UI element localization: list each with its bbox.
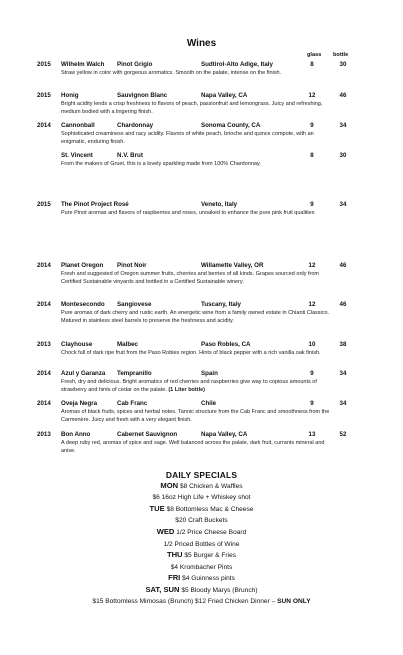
wine-glass-price: 12 <box>308 92 316 99</box>
wine-description: Bright acidity lends a crisp freshness to flavors of peach, passionfruit and lemongrass. Juicy and refreshing, medium bodied with a lingering finish. <box>61 101 323 115</box>
special-line <box>0 481 403 493</box>
wine-producer: Wilhelm Walch <box>61 61 105 68</box>
special-day: SAT, SUN <box>145 584 180 594</box>
wine-varietal: N.V. Brut <box>117 152 143 159</box>
special-line <box>0 527 403 539</box>
wine-bottle-price: 46 <box>339 301 347 308</box>
wine-row <box>0 92 403 101</box>
special-day: TUE <box>149 503 165 513</box>
wine-description: Aromas of black fruits, spices and herbal notes. Tannic structure from the Cab Franc and smoothness from the Carmenère. Juicy and fresh with a very elegant finish. <box>61 409 330 423</box>
wine-bottle-price: 34 <box>339 201 347 208</box>
daily-specials <box>0 470 403 607</box>
wine-year: 2014 <box>37 400 51 407</box>
special-text: $8 Chicken & Waffles <box>179 482 243 490</box>
wine-row <box>0 61 403 70</box>
wine-year: 2013 <box>37 341 51 348</box>
page-title: Wines <box>186 38 217 49</box>
wine-description: Sophisticated creaminess and racy acidity. Flavors of white peach, brioche and quince compote, with an enigmatic, enduring finish. <box>61 131 314 145</box>
special-text: $4 Guinness pints <box>182 575 235 583</box>
glass-column-header: glass <box>307 52 322 58</box>
wine-varietal: Tempranillo <box>117 370 152 377</box>
special-day: THU <box>166 550 183 560</box>
wine-row <box>0 152 403 161</box>
wine-varietal: Sangiovese <box>117 301 152 308</box>
wine-producer: St. Vincent <box>61 152 93 159</box>
wine-region: Tuscany, Italy <box>201 301 242 308</box>
wine-entry <box>0 92 403 116</box>
special-text: $20 Craft Buckets <box>175 517 228 525</box>
wine-row <box>0 370 403 379</box>
special-line <box>0 585 403 597</box>
wine-entry <box>0 431 403 455</box>
wine-entry <box>0 122 403 146</box>
wine-glass-price: 9 <box>310 400 314 407</box>
wine-row <box>0 301 403 310</box>
wine-entry <box>0 400 403 424</box>
wine-producer: Honig <box>61 92 79 99</box>
special-line <box>0 515 403 527</box>
wine-region: Spain <box>201 370 218 377</box>
wine-producer: Montesecondo <box>61 301 105 308</box>
wine-entry <box>0 61 403 78</box>
special-note: SUN ONLY <box>277 597 311 605</box>
wine-row <box>0 400 403 409</box>
special-text: $15 Bottomless Mimosas (Brunch) $12 Fried Chicken Dinner – <box>92 597 276 605</box>
wine-year: 2014 <box>37 301 51 308</box>
wine-varietal: Chardonnay <box>117 122 154 129</box>
wine-glass-price: 10 <box>308 341 316 348</box>
special-day: WED <box>156 526 175 536</box>
wine-glass-price: 12 <box>308 262 316 269</box>
wine-glass-price: 8 <box>310 152 314 159</box>
wine-description-note: (1 Liter bottle) <box>168 386 205 393</box>
wine-entry <box>0 201 403 218</box>
wine-description: From the makers of Gruet, this is a lovely sparkling made from 100% Chardonnay. <box>61 161 261 167</box>
wine-year: 2014 <box>37 122 51 129</box>
wine-region: Willamette Valley, OR <box>201 262 264 269</box>
wine-glass-price: 9 <box>310 122 314 129</box>
wine-producer: The Pinot Project Rosé <box>61 201 129 208</box>
special-day: MON <box>160 480 179 490</box>
wine-glass-price: 8 <box>310 61 314 68</box>
wine-year: 2014 <box>37 262 51 269</box>
wine-glass-price: 12 <box>308 301 316 308</box>
wine-region: Paso Robles, CA <box>201 341 251 348</box>
wine-entry <box>0 152 403 169</box>
wine-glass-price: 13 <box>308 431 316 438</box>
wine-description <box>61 379 333 394</box>
special-line <box>0 597 403 608</box>
wine-description: A deep ruby red, aromas of spice and sage. Well balanced across the palate, dark fruit, currants mineral and anise. <box>61 440 325 454</box>
wine-varietal: Cabernet Sauvignon <box>117 431 178 438</box>
wine-description: Chock full of dark ripe fruit from the Paso Robles region. Hints of black pepper with a rich vanilla oak finish. <box>61 350 321 356</box>
special-line <box>0 550 403 562</box>
wine-region: Veneto, Italy <box>201 201 238 208</box>
wine-glass-price: 9 <box>310 201 314 208</box>
wine-region: Sudtirol-Alto Adige, Italy <box>201 61 273 68</box>
special-text: $4 Krombacher Pints <box>170 563 233 571</box>
wine-producer: Planet Oregon <box>61 262 104 269</box>
special-text: 1/2 Priced Bottles of Wine <box>163 540 240 548</box>
wine-description: Straw yellow in color with gorgeous aromatics. Smooth on the palate, intense on the finish. <box>61 70 282 76</box>
special-line <box>0 539 403 551</box>
wine-region: Chile <box>201 400 217 407</box>
wine-description: Pure aromas of dark cherry and rustic earth. An energetic wine from a family owned estate in Chianti Classico. Matured in stainless steel barrels to preserve the freshness and acidity. <box>61 310 330 324</box>
wine-varietal: Cab Franc <box>117 400 148 407</box>
wine-varietal: Pinot Grigio <box>117 61 153 68</box>
wine-producer: Bon Anno <box>61 431 91 438</box>
wine-description: Pure Pinot aromas and flavors of raspberries and roses, unoaked to enhance the pure pink fruit qualities <box>61 210 315 216</box>
wine-bottle-price: 30 <box>339 61 347 68</box>
wine-varietal: Sauvignon Blanc <box>117 92 168 99</box>
wine-bottle-price: 30 <box>339 152 347 159</box>
bottle-column-header: bottle <box>333 52 349 58</box>
wine-producer: Cannonball <box>61 122 95 129</box>
wine-bottle-price: 34 <box>339 122 347 129</box>
special-text: $5 Bloody Marys (Brunch) <box>181 586 258 594</box>
wine-year: 2015 <box>37 92 51 99</box>
wine-row <box>0 201 403 210</box>
special-line <box>0 504 403 516</box>
wine-producer: Clayhouse <box>61 341 93 348</box>
special-text: 1/2 Price Cheese Board <box>176 528 247 536</box>
special-line <box>0 562 403 574</box>
specials-heading: DAILY SPECIALS <box>165 470 238 480</box>
wine-producer: Oveja Negra <box>61 400 98 407</box>
special-day: FRI <box>168 573 181 583</box>
wine-region: Napa Valley, CA <box>201 431 248 438</box>
wine-entry <box>0 301 403 325</box>
wine-glass-price: 9 <box>310 370 314 377</box>
special-text: $8 Bottomless Mac & Cheese <box>166 505 254 513</box>
wine-row <box>0 122 403 131</box>
wine-description-text: Fresh, dry and delicious. Bright aromatics of red cherries and raspberries give way to copious amounts of strawberry and hints of cedar on the palate. <box>61 379 317 393</box>
wine-year: 2015 <box>37 201 51 208</box>
special-line <box>0 573 403 585</box>
wine-year: 2015 <box>37 61 51 68</box>
special-text: $5 Burger & Fries <box>184 552 237 560</box>
wine-bottle-price: 34 <box>339 400 347 407</box>
wine-bottle-price: 46 <box>339 262 347 269</box>
wine-entry <box>0 341 403 358</box>
wine-row <box>0 431 403 440</box>
wine-year: 2014 <box>37 370 51 377</box>
wine-bottle-price: 52 <box>339 431 347 438</box>
special-line <box>0 492 403 504</box>
wine-region: Napa Valley, CA <box>201 92 248 99</box>
wine-description: Fresh and suggested of Oregon summer fruits, cherries and berries of all kinds. Grapes sourced only from Certified Sustainable vinyards and bottled in a Certified Sustainable winery. <box>61 271 320 285</box>
wine-bottle-price: 38 <box>339 341 347 348</box>
wine-bottle-price: 46 <box>339 92 347 99</box>
wine-entry <box>0 370 403 394</box>
special-text: $6 16oz High Life + Whiskey shot <box>152 494 251 502</box>
wine-varietal: Pinot Noir <box>117 262 147 269</box>
wine-varietal: Malbec <box>117 341 138 348</box>
wine-entry <box>0 262 403 286</box>
wine-row <box>0 262 403 271</box>
wine-producer: Azul y Garanza <box>61 370 106 377</box>
wine-row <box>0 341 403 350</box>
wine-year: 2013 <box>37 431 51 438</box>
wine-region: Sonoma County, CA <box>201 122 261 129</box>
wine-bottle-price: 34 <box>339 370 347 377</box>
